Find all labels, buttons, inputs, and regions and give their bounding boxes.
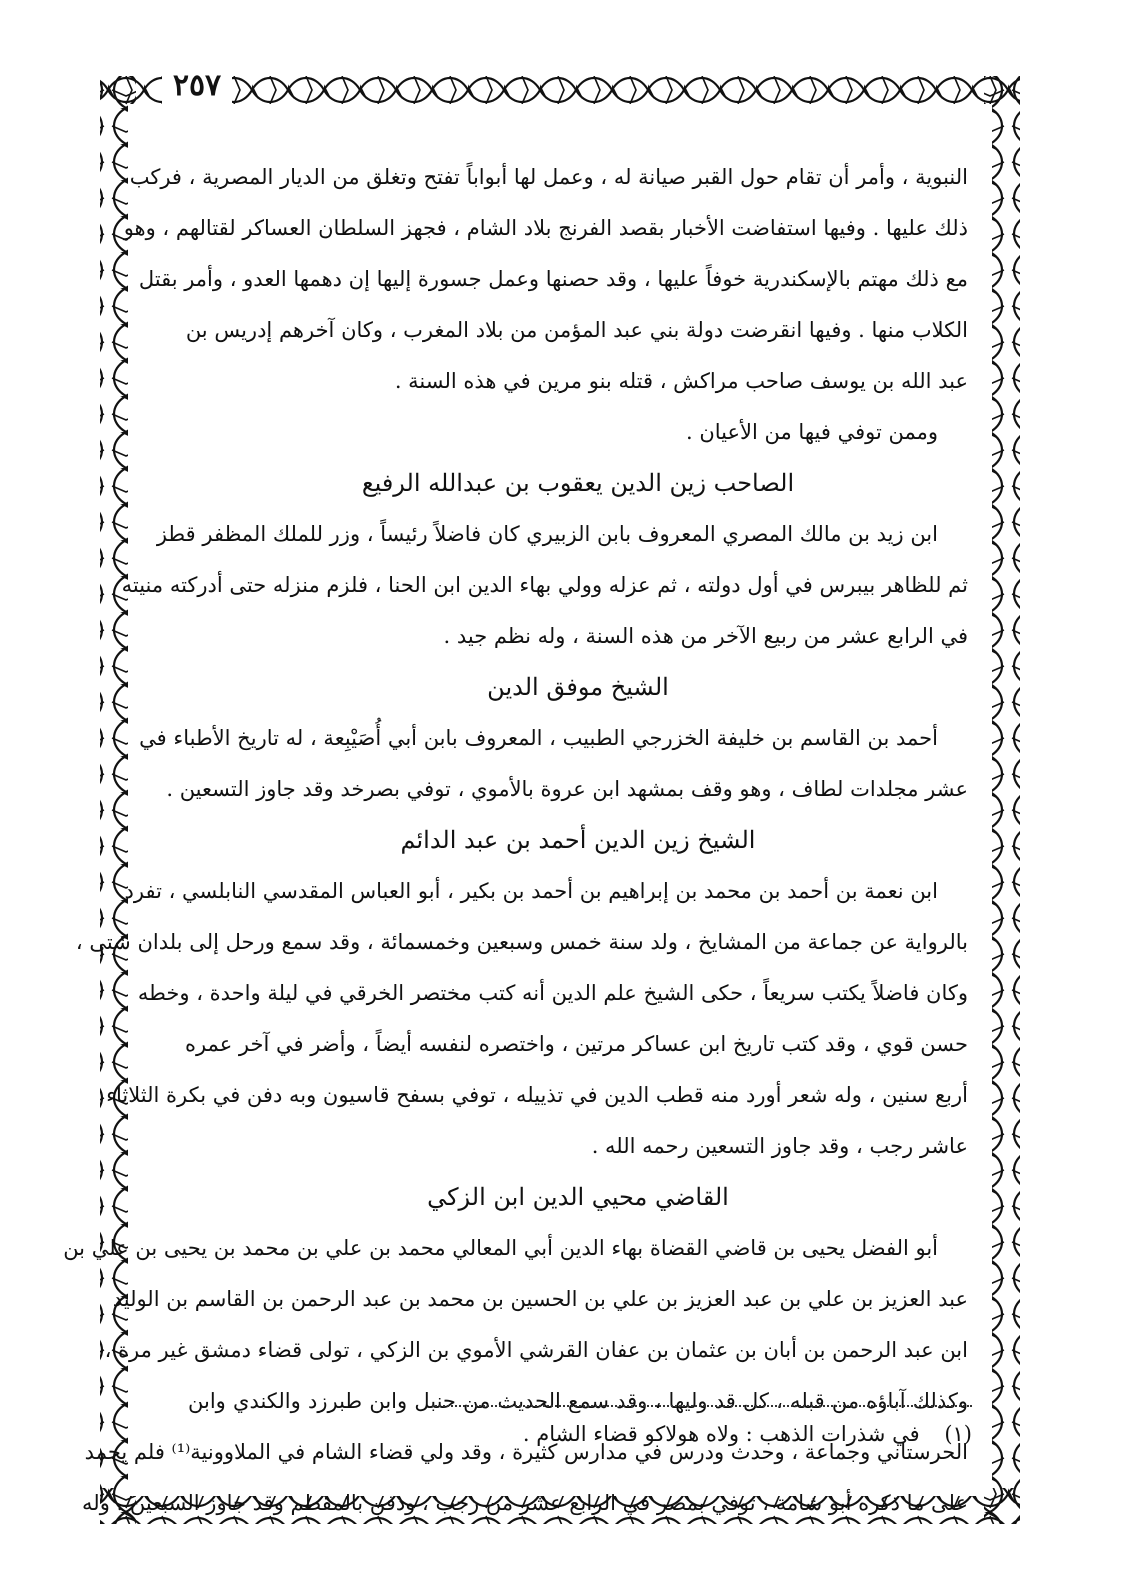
text-line: في الرابع عشر من ربيع الآخر من هذه السنة ، وله نظم جيد . xyxy=(443,624,968,648)
body-text xyxy=(63,152,968,1529)
text-line: ذلك عليها . وفيها استفاضت الأخبار بقصد الفرنج بلاد الشام ، فجهز السلطان العساكر لقتالهم ، وهو xyxy=(123,216,968,240)
text-line: عاشر رجب ، وقد جاوز التسعين رحمه الله . xyxy=(591,1134,968,1158)
text-line: بالرواية عن جماعة من المشايخ ، ولد سنة خمس وسبعين وخمسمائة ، وقد سمع ورحل إلى بلدان شتى ، xyxy=(75,930,968,954)
text-line: ابن نعمة بن أحمد بن محمد بن إبراهيم بن أحمد بن بكير ، أبو العباس المقدسي النابلسي ، تفرد xyxy=(124,879,938,903)
text-line: مع ذلك مهتم بالإسكندرية خوفاً عليها ، وقد حصنها وعمل جسورة إليها إن دهمها العدو ، وأمر بقتل xyxy=(138,267,968,291)
section-heading: القاضي محيي الدين ابن الزكي xyxy=(427,1183,729,1211)
text-line: عبد العزيز بن علي بن عبد العزيز بن علي بن الحسين بن محمد بن عبد الرحمن بن القاسم بن الوليد xyxy=(112,1287,968,1311)
text-line: على ما ذكره أبو شامة ، توفي بمصر في الرابع عشر من رجب ، ودفن بالمقطم وقد جاوز السبعين . وله xyxy=(82,1491,968,1515)
text-line: الكلاب منها . وفيها انقرضت دولة بني عبد المؤمن من بلاد المغرب ، وكان آخرهم إدريس بن xyxy=(185,318,968,342)
footnote xyxy=(432,1414,972,1454)
text-line: أربع سنين ، وله شعر أورد منه قطب الدين في تذييله ، توفي بسفح قاسيون وبه دفن في بكرة الثلاثاء xyxy=(106,1083,968,1107)
text-line: النبوية ، وأمر أن تقام حول القبر صيانة له ، وعمل لها أبواباً تفتح وتغلق من الديار المصرية ، فركب xyxy=(129,165,968,189)
page-number: ٢٥٧ xyxy=(162,66,232,106)
footnote-divider xyxy=(432,1405,972,1407)
text-line: وممن توفي فيها من الأعيان . xyxy=(686,420,938,444)
section-heading: الصاحب زين الدين يعقوب بن عبدالله الرفيع xyxy=(361,469,795,497)
text-line: عشر مجلدات لطاف ، وهو وقف بمشهد ابن عروة بالأموي ، توفي بصرخد وقد جاوز التسعين . xyxy=(166,777,968,801)
text-line: أبو الفضل يحيى بن قاضي القضاة بهاء الدين أبي المعالي محمد بن علي بن محمد بن يحيى بن علي بن xyxy=(63,1236,938,1260)
text-line: وكان فاضلاً يكتب سريعاً ، حكى الشيخ علم الدين أنه كتب مختصر الخرقي في ليلة واحدة ، وخطه xyxy=(137,981,968,1005)
text-line: ابن عبد الرحمن بن أبان بن عثمان بن عفان القرشي الأموي بن الزكي ، تولى قضاء دمشق غير مرة ، xyxy=(104,1338,968,1362)
text-line: عبد الله بن يوسف صاحب مراكش ، قتله بنو مرين في هذه السنة . xyxy=(394,369,968,393)
section-heading: الشيخ زين الدين أحمد بن عبد الدائم xyxy=(400,826,756,854)
text-line: أحمد بن القاسم بن خليفة الخزرجي الطبيب ، المعروف بابن أبي أُصَيْبِعة ، له تاريخ الأطباء في xyxy=(139,726,938,750)
footnote-marker: (١) xyxy=(944,1422,972,1446)
text-line: الحرستاني وجماعة ، وحدث ودرس في مدارس كثيرة ، وقد ولي قضاء الشام في الملاوونية⁽¹⁾ فلم يحمد xyxy=(84,1440,968,1464)
text-line: حسن قوي ، وقد كتب تاريخ ابن عساكر مرتين ، واختصره لنفسه أيضاً ، وأضر في آخر عمره xyxy=(184,1032,968,1056)
text-line: ثم للظاهر بيبرس في أول دولته ، ثم عزله وولي بهاء الدين ابن الحنا ، فلزم منزله حتى أدركته منيته xyxy=(121,573,968,597)
text-line: ابن زيد بن مالك المصري المعروف بابن الزبيري كان فاضلاً رئيساً ، وزر للملك المظفر قطز xyxy=(156,522,938,546)
footnote-text: في شذرات الذهب : ولاه هولاكو قضاء الشام . xyxy=(522,1422,920,1446)
text-line: وكذلك آباؤه من قبله ، كل قد وليها ، وقد سمع الحديث من حنبل وابن طبرزد والكندي وابن xyxy=(188,1389,968,1413)
section-heading: الشيخ موفق الدين xyxy=(487,673,669,701)
